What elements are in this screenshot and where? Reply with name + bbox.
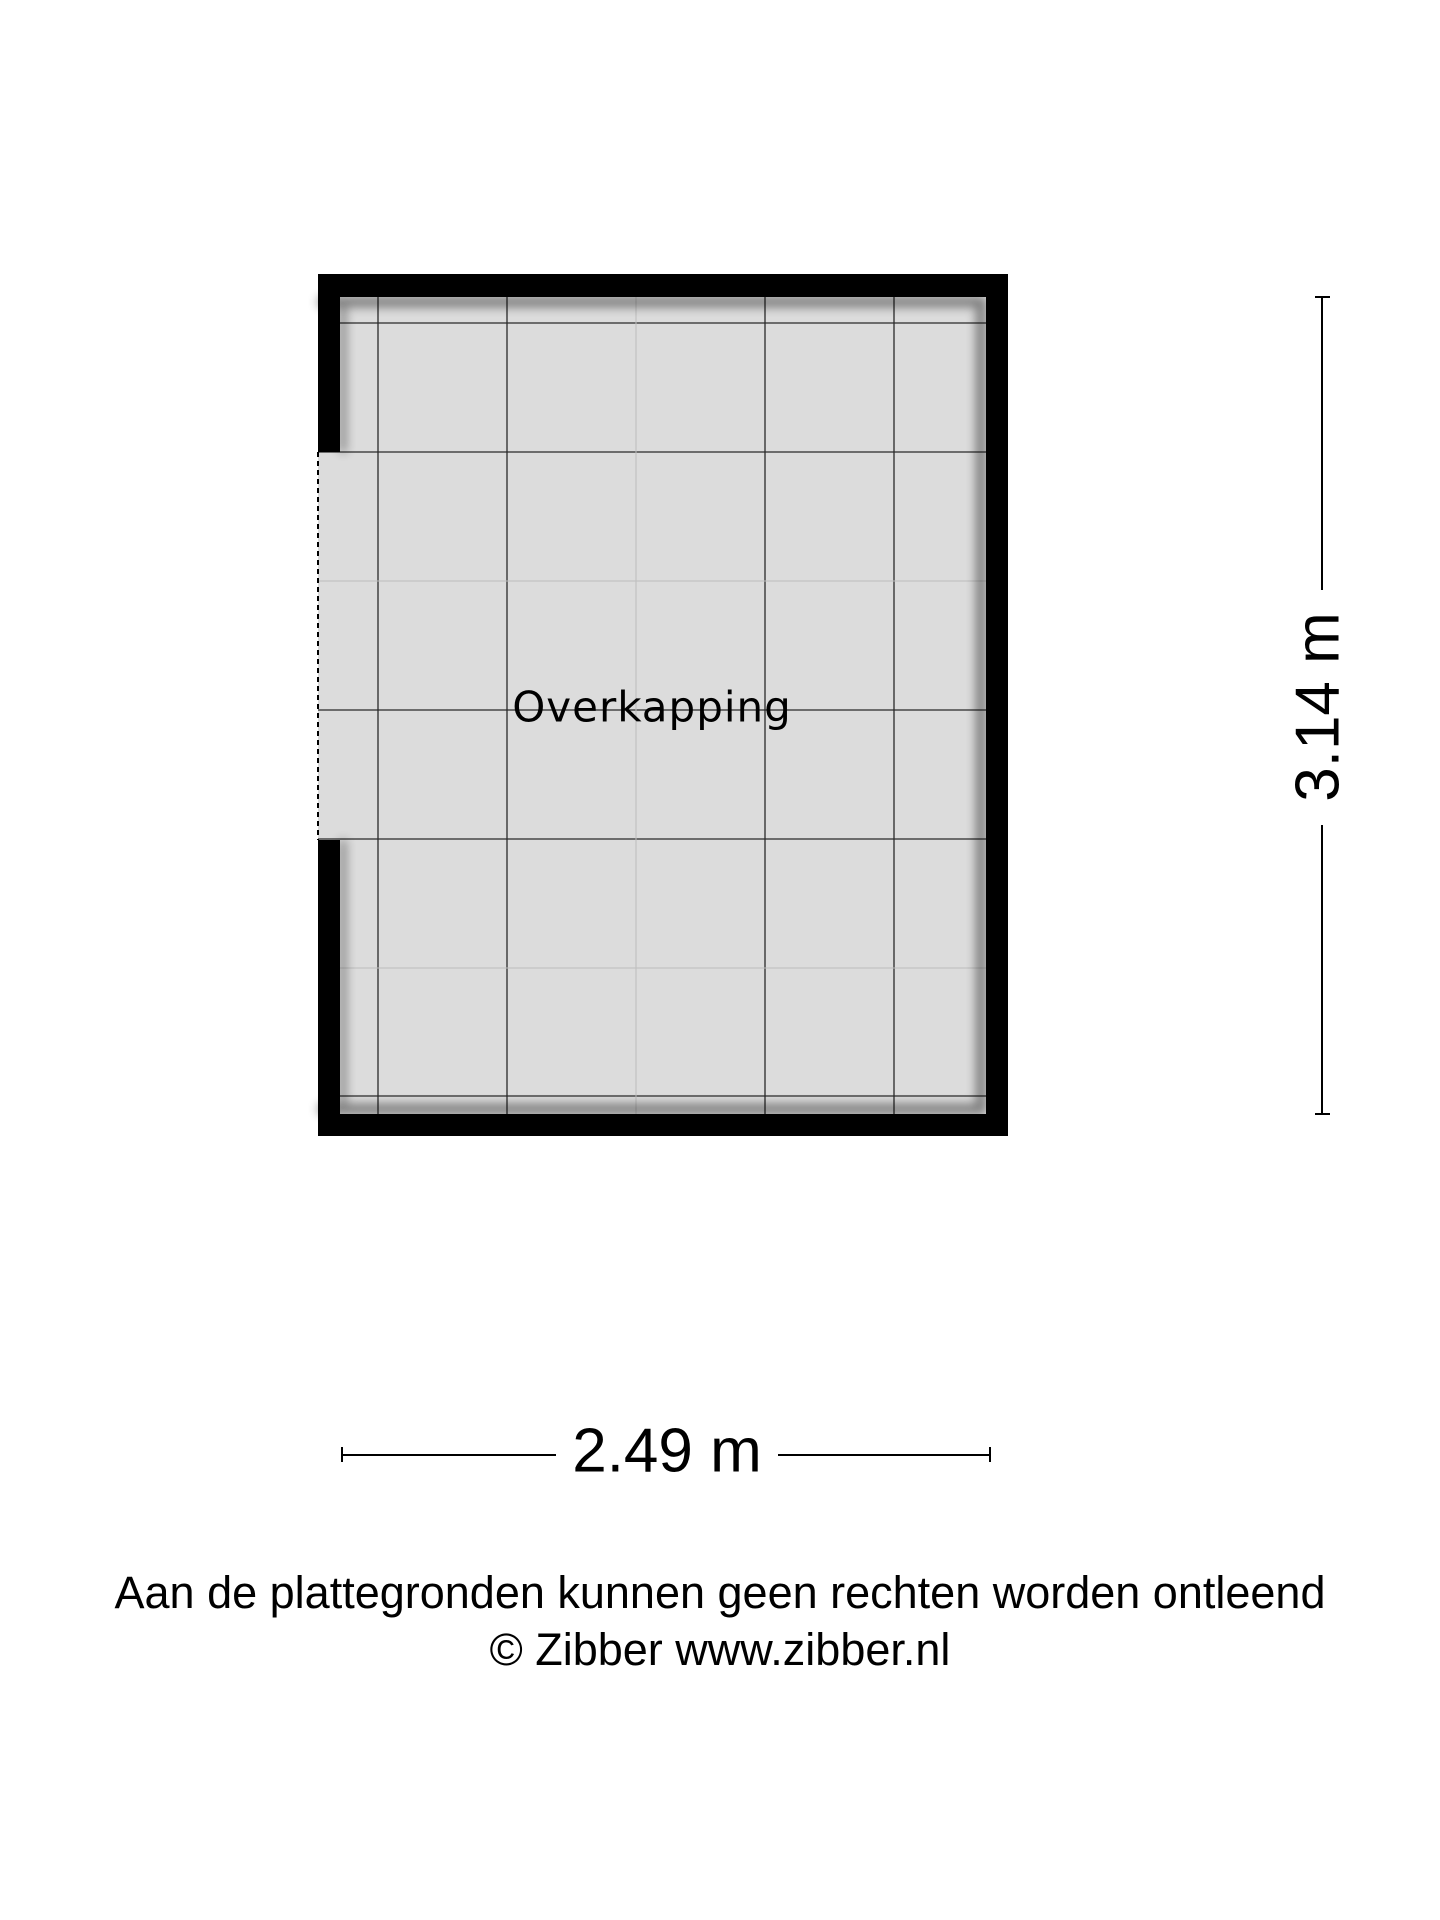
width-dimension-label: 2.49 m [572, 1416, 762, 1486]
room-label: Overkapping [512, 682, 792, 732]
wall-top [318, 274, 1008, 297]
wall-right [986, 274, 1008, 1136]
wall-left-lower [318, 840, 340, 1136]
copyright-text: © Zibber www.zibber.nl [489, 1624, 951, 1675]
wall-bottom [318, 1114, 1008, 1136]
depth-dimension-label: 3.14 m [1283, 612, 1353, 802]
disclaimer-text: Aan de plattegronden kunnen geen rechten worden ontleend [114, 1567, 1326, 1618]
wall-left-upper [318, 274, 340, 452]
